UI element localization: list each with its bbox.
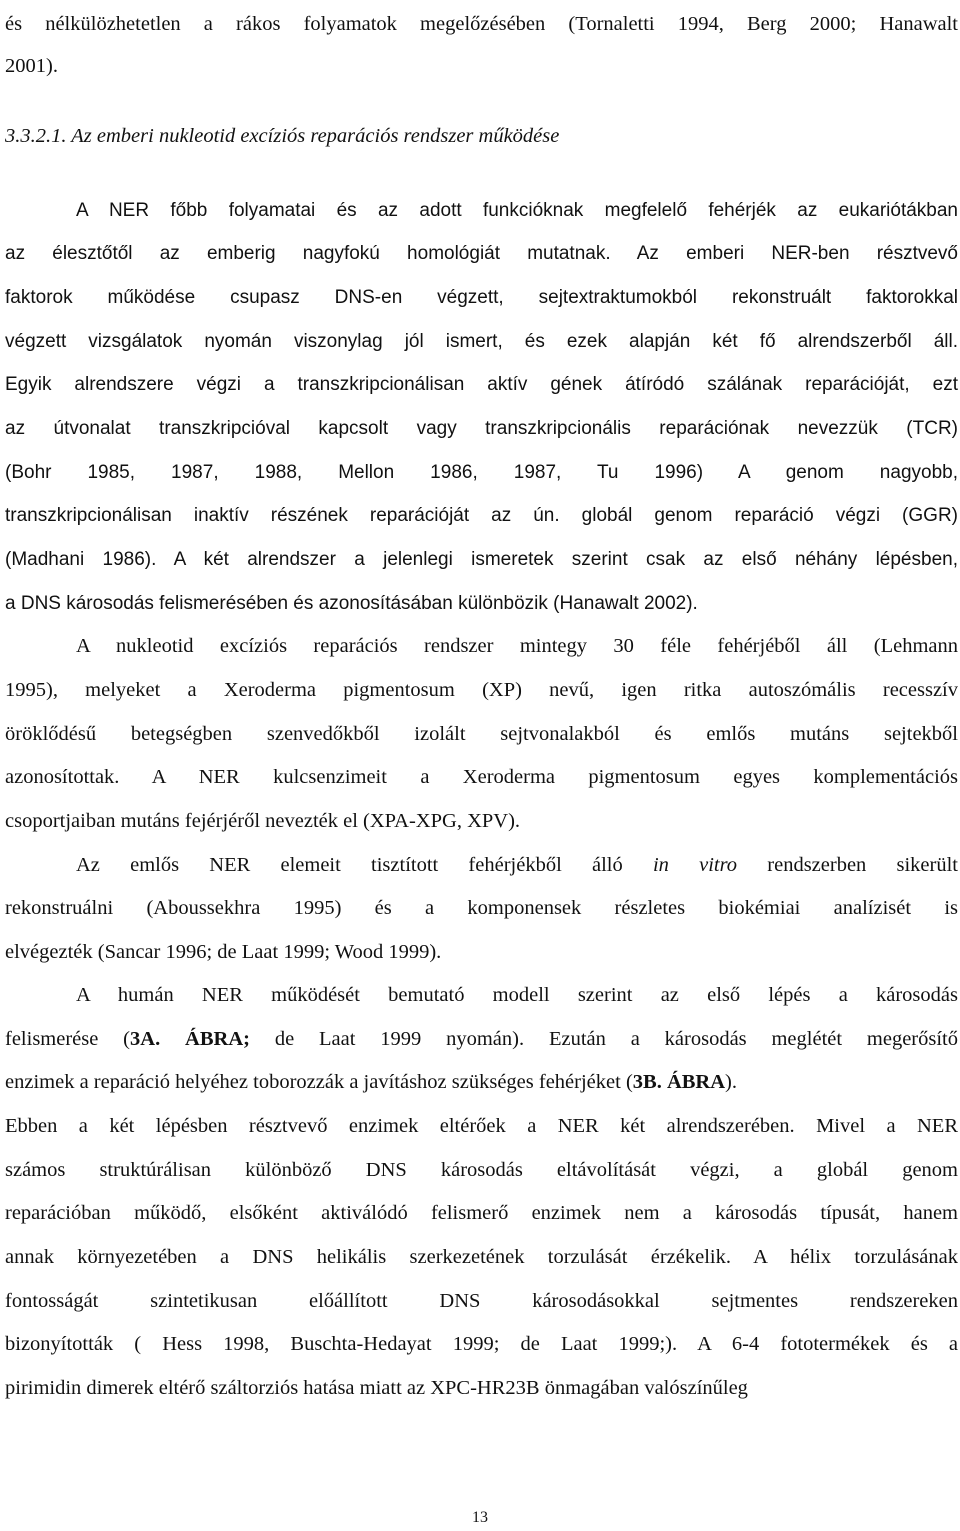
text-segment: in vitro xyxy=(652,854,738,876)
text-segment: de Laat 1999 nyomán). Ezután a károsodás meglétét megerősítő xyxy=(249,1028,958,1050)
text-segment: az élesztőtől az emberig nagyfokú homológiát mutatnak. xyxy=(5,243,611,264)
text-line xyxy=(5,1027,958,1051)
text-segment: 3.3.2.1. xyxy=(5,125,72,147)
text-segment: azonosítottak. A NER kulcsenzimeit a Xeroderma pigmentosum egyes komplementációs xyxy=(5,766,958,788)
text-segment: a DNS károsodás felismerésében és azonosításában különbözik (Hanawalt 2002). xyxy=(5,593,698,614)
text-line xyxy=(5,1245,958,1269)
text-line xyxy=(5,678,958,702)
text-segment: és nélkülözhetetlen a rákos folyamatok megelőzésében (Tornaletti 1994, Berg 2000; Hanawalt xyxy=(5,13,958,35)
text-segment: az útvonalat transzkripcióval kapcsolt vagy transzkripcionális reparációnak nevezzük (TCR) xyxy=(5,418,958,439)
text-line xyxy=(5,372,958,397)
text-segment: 1995), melyeket a Xeroderma pigmentosum (XP) nevű, igen ritka autoszómális recesszív xyxy=(5,679,958,701)
text-line xyxy=(5,1070,958,1094)
text-segment: Egyik alrendszere végzi a transzkripcionálisan aktív gének átíródó szálának reparációját, ezt xyxy=(5,374,958,395)
text-segment: A NER főbb folyamatai és az adott funkcióknak megfelelő fehérjék az eukariótákban xyxy=(76,200,958,221)
text-line xyxy=(5,722,958,746)
text-line xyxy=(5,1201,958,1225)
text-segment: csoportjaiban mutáns fejérjéről nevezték el (XPA-XPG, XPV). xyxy=(5,810,521,832)
text-line xyxy=(76,853,958,877)
text-segment: végzett vizsgálatok nyomán viszonylag jól ismert, és ezek alapján két fő alrendszerből áll. xyxy=(5,331,958,352)
section-heading xyxy=(5,124,958,148)
text-segment: 3A. ÁBRA; xyxy=(130,1028,250,1050)
text-segment: (Bohr 1985, 1987, 1988, Mellon 1986, 1987, Tu 1996) A genom nagyobb, xyxy=(5,462,958,483)
text-line xyxy=(5,547,958,572)
page-number: 13 xyxy=(472,1509,488,1526)
text-segment: Az emlős NER elemeit tisztított fehérjékből álló xyxy=(76,854,653,876)
text-segment: annak környezetében a DNS helikális szerkezetének torzulását érzékelik. A hélix torzulásának xyxy=(5,1246,958,1268)
text-line xyxy=(5,1332,958,1356)
text-line xyxy=(5,1289,958,1313)
text-segment: ). xyxy=(725,1071,737,1093)
text-line xyxy=(76,634,958,658)
text-line xyxy=(76,198,958,223)
text-line xyxy=(5,1114,958,1138)
text-line xyxy=(5,1158,958,1182)
text-line xyxy=(5,241,958,266)
text-line xyxy=(5,1376,958,1400)
text-line xyxy=(5,329,958,354)
text-line xyxy=(76,983,958,1007)
text-segment: öröklődésű betegségben szenvedőkből izolált sejtvonalakból és emlős mutáns sejtekből xyxy=(5,723,958,745)
text-segment: (Madhani 1986). xyxy=(5,549,157,570)
text-segment: A humán NER működését bemutató modell szerint az első lépés a károsodás xyxy=(76,984,958,1006)
text-segment: A két alrendszer a jelenlegi ismeretek szerint csak az első néhány lépésben, xyxy=(156,549,958,570)
text-line xyxy=(5,12,958,36)
text-segment: Az emberi NER-ben résztvevő xyxy=(610,243,958,264)
text-segment: Ebben a két lépésben résztvevő enzimek eltérőek a NER két alrendszerében. Mivel a NER xyxy=(5,1115,958,1137)
text-segment: pirimidin dimerek eltérő száltorziós hatása miatt az XPC-HR23B önmagában valószínűleg xyxy=(5,1377,748,1399)
text-line xyxy=(5,416,958,441)
text-segment: rekonstruálni (Aboussekhra 1995) és a komponensek részletes biokémiai analízisét is xyxy=(5,897,958,919)
text-segment: faktorok működése csupasz DNS-en végzett, sejtextraktumokból rekonstruált faktorokkal xyxy=(5,287,958,308)
text-segment: reparációban működő, elsőként aktiválódó felismerő enzimek nem a károsodás típusát, hanem xyxy=(5,1202,958,1224)
text-segment: transzkripcionálisan inaktív részének reparációját az ún. globál genom reparáció végzi (GGR) xyxy=(5,505,958,526)
text-line xyxy=(5,285,958,310)
text-line xyxy=(5,460,958,485)
text-line xyxy=(5,809,958,833)
text-segment: Az emberi nukleotid excíziós reparációs rendszer működése xyxy=(71,125,560,147)
text-line xyxy=(5,896,958,920)
text-line xyxy=(5,54,958,78)
text-segment: bizonyították ( Hess 1998, Buschta-Hedayat 1999; de Laat 1999;). A 6-4 fototermékek és a xyxy=(5,1333,958,1355)
text-segment: A nukleotid excíziós reparációs rendszer mintegy 30 féle fehérjéből áll (Lehmann xyxy=(76,635,958,657)
text-line xyxy=(5,940,958,964)
text-segment: 3B. ÁBRA xyxy=(632,1071,726,1093)
text-segment: számos struktúrálisan különböző DNS károsodás eltávolítását végzi, a globál genom xyxy=(5,1159,958,1181)
text-segment: felismerése ( xyxy=(5,1028,131,1050)
text-line xyxy=(5,591,958,616)
text-segment: rendszerben sikerült xyxy=(737,854,958,876)
text-line xyxy=(5,503,958,528)
text-segment: 2001). xyxy=(5,55,58,77)
text-segment: elvégezték (Sancar 1996; de Laat 1999; Wood 1999). xyxy=(5,941,442,963)
text-segment: enzimek a reparáció helyéhez toborozzák a javításhoz szükséges fehérjéket ( xyxy=(5,1071,633,1093)
text-segment: fontosságát szintetikusan előállított DNS károsodásokkal sejtmentes rendszereken xyxy=(5,1290,958,1312)
text-line xyxy=(5,765,958,789)
